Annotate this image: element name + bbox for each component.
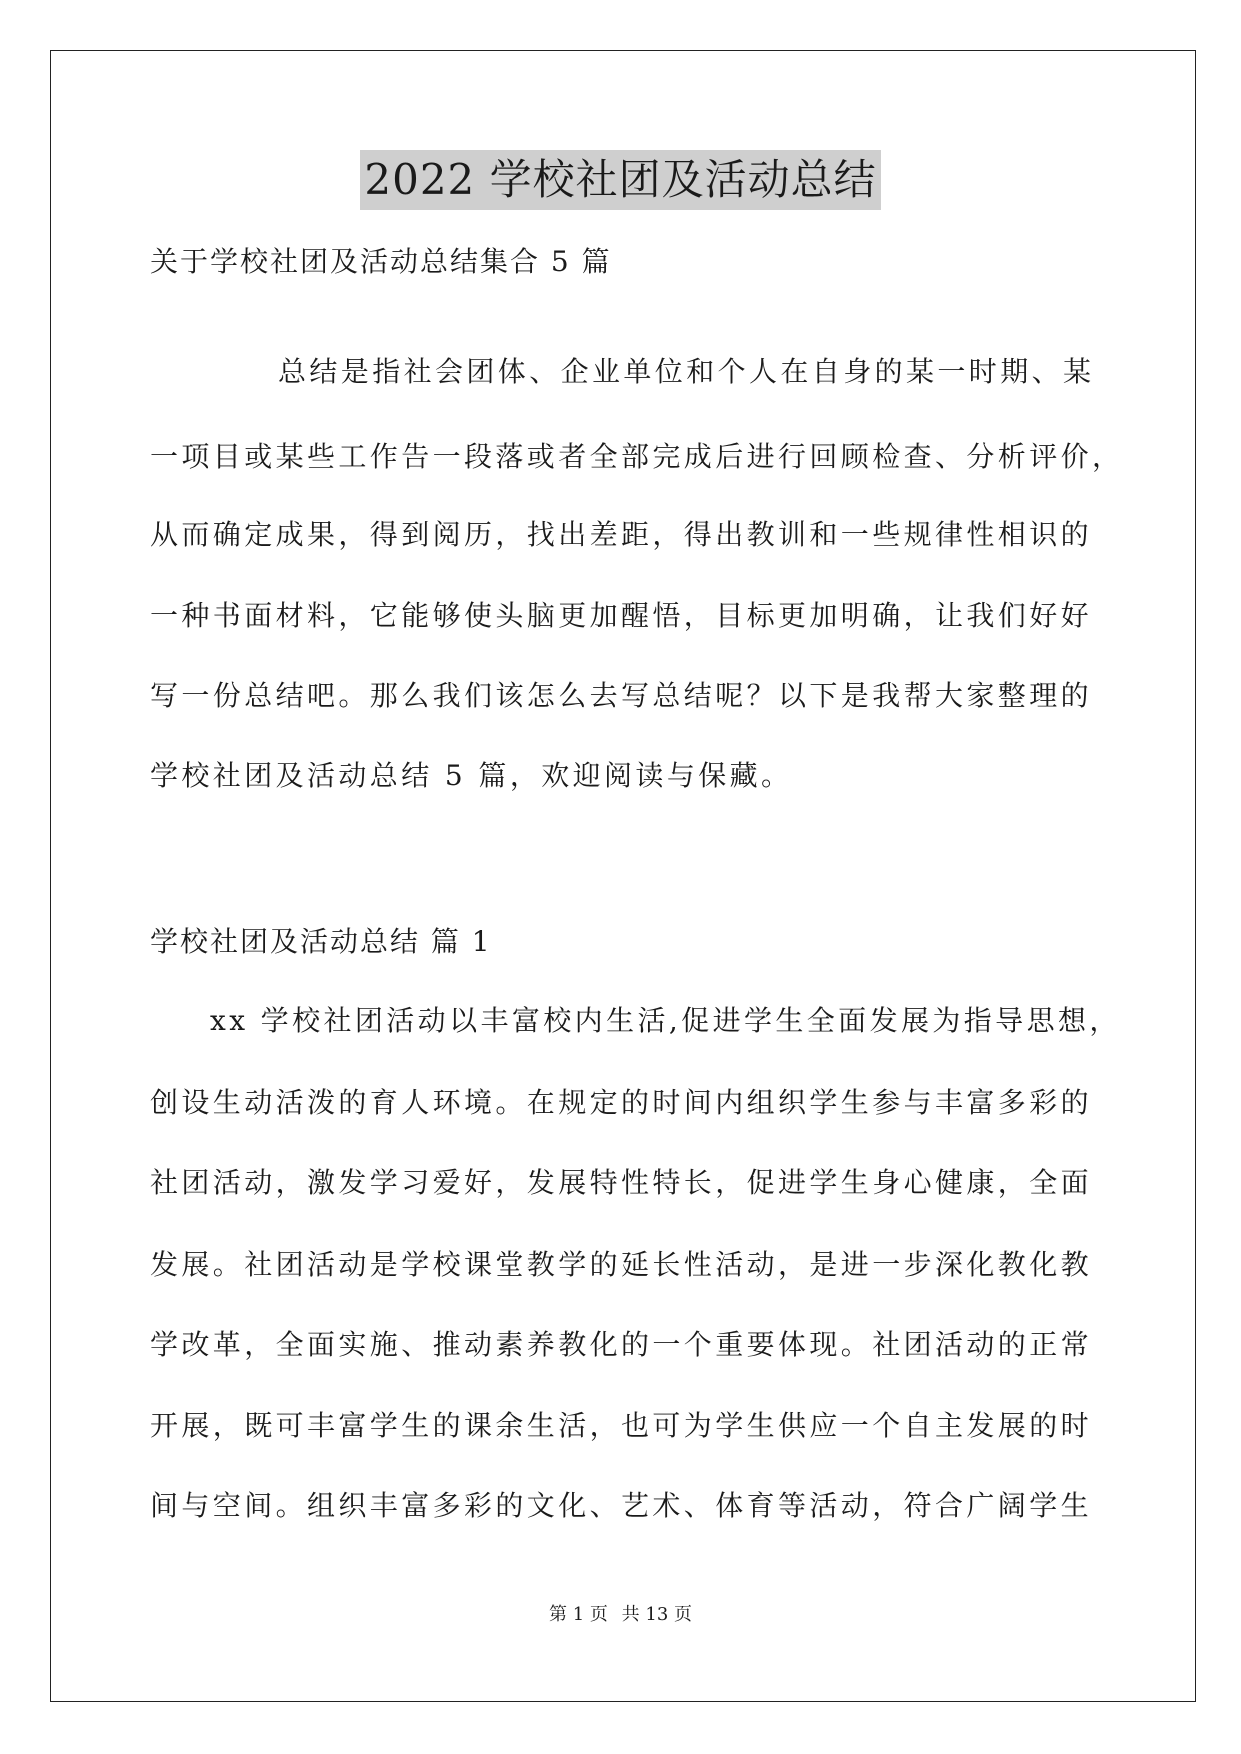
intro-line: 一项目或某些工作告一段落或者全部完成后进行回顾检查、分析评价， — [150, 440, 1124, 473]
section-line: 创设生动活泼的育人环境。在规定的时间内组织学生参与丰富多彩的 — [150, 1086, 1093, 1119]
intro-line: 一种书面材料，它能够使头脑更加醒悟，目标更加明确，让我们好好 — [150, 599, 1093, 632]
intro-line: 从而确定成果，得到阅历，找出差距，得出教训和一些规律性相识的 — [150, 518, 1093, 551]
title-container — [0, 150, 1241, 210]
page-footer — [0, 1603, 1241, 1627]
section-line: 间与空间。组织丰富多彩的文化、艺术、体育等活动，符合广阔学生 — [150, 1489, 1093, 1522]
section-line: xx 学校社团活动以丰富校内生活,促进学生全面发展为指导思想， — [210, 1004, 1121, 1037]
document-title: 2022 学校社团及活动总结 — [360, 150, 880, 210]
intro-line: 写一份总结吧。那么我们该怎么去写总结呢？以下是我帮大家整理的 — [150, 679, 1093, 712]
page-border — [50, 50, 1196, 1702]
page-total: 共 13 页 — [621, 1604, 692, 1625]
page-number: 第 1 页 — [549, 1604, 608, 1625]
section-line: 社团活动，激发学习爱好，发展特性特长，促进学生身心健康，全面 — [150, 1166, 1093, 1199]
section-line: 学改革，全面实施、推动素养教化的一个重要体现。社团活动的正常 — [150, 1328, 1093, 1361]
section-line: 发展。社团活动是学校课堂教学的延长性活动，是进一步深化教化教 — [150, 1248, 1093, 1281]
section-line: 开展，既可丰富学生的课余生活，也可为学生供应一个自主发展的时 — [150, 1409, 1093, 1442]
section-heading: 学校社团及活动总结 篇 1 — [150, 925, 492, 958]
intro-line: 学校社团及活动总结 5 篇，欢迎阅读与保藏。 — [150, 759, 793, 792]
intro-line: 总结是指社会团体、企业单位和个人在自身的某一时期、某 — [278, 355, 1095, 388]
document-subtitle: 关于学校社团及活动总结集合 5 篇 — [150, 245, 612, 278]
